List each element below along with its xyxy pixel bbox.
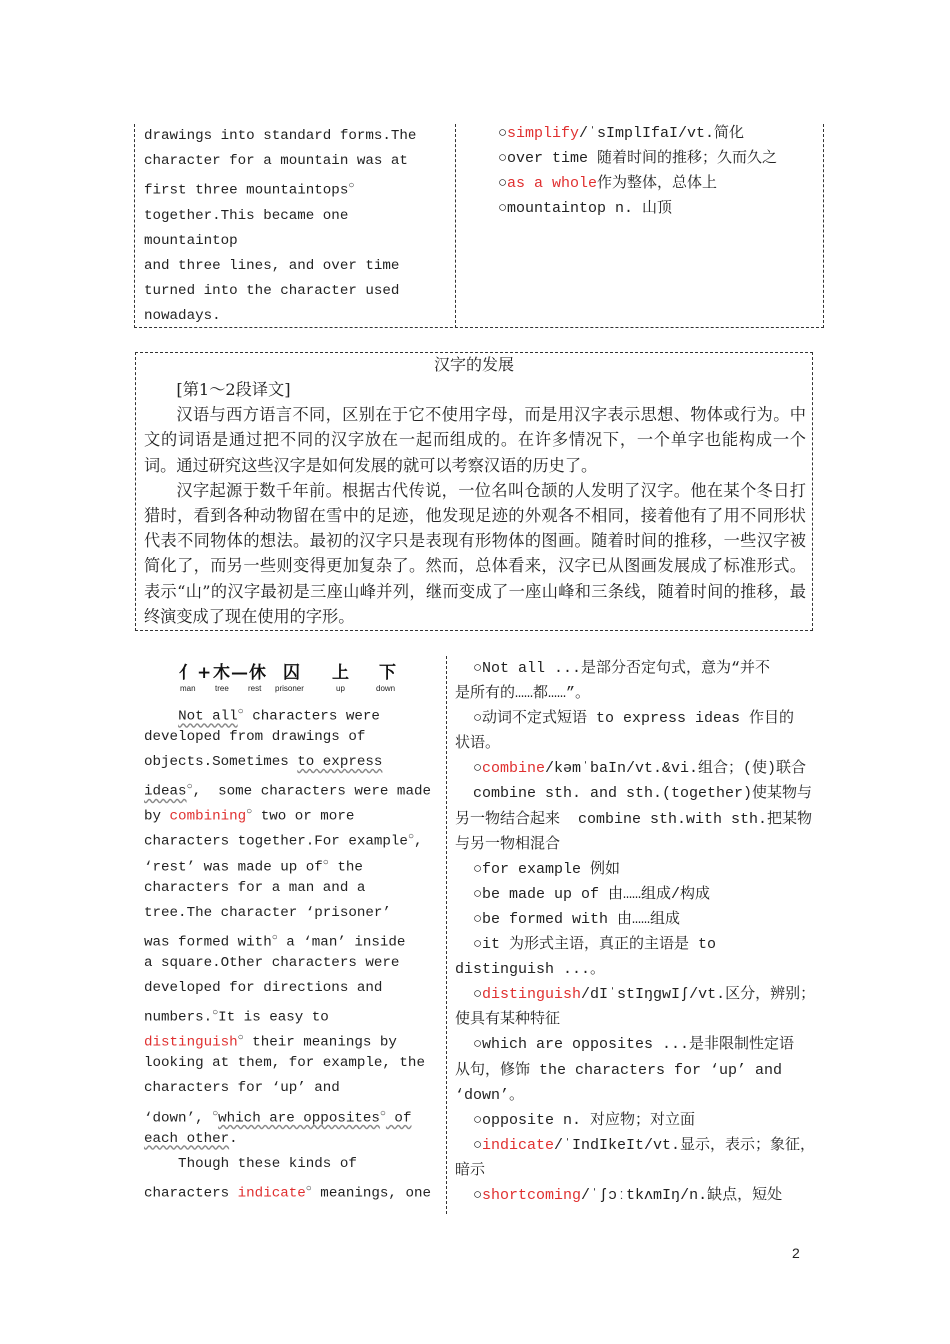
reading-passage: [144, 700, 440, 1202]
caption-man: man: [180, 684, 196, 693]
note-line: ○shortcoming/ˈʃɔːtkʌmIŋ/n.缺点，短处: [455, 1186, 783, 1204]
note-line: ○indicate/ˈIndIkeIt/vt.显示，表示；象征，: [455, 1136, 816, 1154]
note-line: ○combine/kəmˈbaIn/vt.&vi.组合；(使)联合: [455, 760, 807, 778]
passage-line: and three lines, and over time: [144, 258, 400, 275]
translation-body: [144, 377, 806, 629]
note-marker: ○: [186, 782, 193, 794]
passage-line: by combining○ two or more: [144, 807, 355, 826]
passage-line: distinguish○ their meanings by: [144, 1033, 397, 1051]
note-line: 从句，修饰 the characters for ‘up’ and: [455, 1061, 783, 1079]
note-row: ○simplify/ˈsImplIfaI/vt.简化: [498, 125, 745, 142]
note-marker: ○: [348, 181, 355, 193]
vocab-word: as a whole: [507, 175, 598, 193]
note-line: ‘down’。: [455, 1086, 525, 1104]
vocab-word: combining: [169, 809, 247, 826]
glyph-down: 下: [379, 663, 396, 683]
caption-tree: tree: [215, 684, 229, 693]
passage-line: character for a mountain was at: [144, 153, 408, 170]
passage-line: characters together.For example○,: [144, 832, 423, 851]
caption-prisoner: prisoner: [275, 684, 304, 693]
top-right-notes: [498, 121, 818, 221]
translation-paragraph-2: 汉字起源于数千年前。根据古代传说，一位名叫仓颉的人发明了汉字。他在某个冬日打猎时，看到各种动物留在雪中的足迹，他发现足迹的外观各不相同，接着他有了用不同形状代表不同物体的想法。最初的汉字只是表现有形物体的图画。随着时间的推移，一些汉字被简化了，而另一些则变得更加复杂了。然而，总体看来，汉字已从图画发展成了标准形式。表示“山”的汉字最初是三座山峰并列，继而变成了一座山峰和三条线，随着时间的推移，最终演变成了现在使用的字形。: [144, 480, 806, 626]
vocab-word: distinguish: [482, 986, 582, 1004]
passage-line: first three mountaintops○: [144, 181, 355, 199]
bottom-divider: [446, 656, 447, 1214]
note-line: ○opposite n. 对应物；对立面: [455, 1111, 696, 1129]
vocabulary-notes: [455, 656, 825, 1208]
note-line: ○distinguish/dIˈstIŋgwIʃ/vt.区分，辨别；: [455, 986, 816, 1004]
note-row: ○as a whole作为整体，总体上: [498, 175, 718, 193]
top-left-passage: [144, 124, 450, 329]
passage-line: together.This became one mountaintop: [144, 208, 357, 250]
passage-line: was formed with○ a ‘man’ inside: [144, 932, 406, 951]
note-marker: ○: [212, 1008, 219, 1020]
vocab-word: simplify: [507, 125, 580, 142]
vocab-word: indicate: [237, 1185, 306, 1202]
glyph-prisoner: 囚: [283, 663, 300, 683]
caption-up: up: [336, 684, 345, 693]
passage-line: tree.The character ‘prisoner’: [144, 904, 391, 921]
note-marker: ○: [271, 932, 278, 944]
passage-line: ‘rest’ was made up of○ the: [144, 857, 363, 876]
translation-paragraph-1: 汉语与西方语言不同，区别在于它不使用字母，而是用汉字表示思想、物体或行为。中文的词语是通过把不同的汉字放在一起而组成的。在许多情况下，一个单字也能构成一个词。通过研究这些汉字是如何发展的就可以考察汉语的历史了。: [144, 405, 806, 475]
note-marker: ○: [212, 1108, 219, 1120]
note-line: 与另一物相混合: [455, 835, 561, 853]
note-line: ○it 为形式主语，真正的主语是 to: [455, 936, 717, 954]
page-number: 2: [792, 1245, 800, 1261]
translation-title: 汉字的发展: [433, 355, 514, 374]
note-marker: ○: [379, 1108, 386, 1120]
passage-line: objects.Sometimes to express: [144, 754, 383, 771]
passage-line: characters for a man and a: [144, 879, 366, 896]
caption-down: down: [376, 684, 396, 693]
note-line: ○be made up of 由……组成/构成: [455, 885, 711, 903]
note-row: ○over time 随着时间的推移；久而久之: [498, 150, 778, 168]
note-line: 暗示: [455, 1161, 486, 1179]
passage-line: ideas○, some characters were made: [144, 782, 431, 801]
passage-line: Though these kinds of: [144, 1155, 357, 1172]
note-line: combine sth. and sth.(together)使某物与: [455, 785, 813, 803]
vocab-word: combine: [482, 760, 546, 778]
note-line: 状语。: [455, 735, 501, 753]
passage-line: developed for directions and: [144, 980, 383, 997]
note-line: ○be formed with 由……组成: [455, 910, 681, 928]
vocab-word: shortcoming: [482, 1186, 582, 1204]
note-marker: ○: [407, 832, 414, 844]
note-line: distinguish ...。: [455, 961, 606, 979]
glyph-tree: 木: [213, 663, 230, 683]
passage-line: characters for ‘up’ and: [144, 1080, 340, 1097]
glyph-plus: +: [197, 663, 212, 683]
passage-line: looking at them, for example, the: [144, 1055, 425, 1072]
top-table-divider: [455, 124, 456, 328]
note-marker: ○: [237, 1033, 244, 1045]
passage-line: ‘down’, ○which are opposites○ of: [144, 1108, 412, 1127]
note-marker: ○: [322, 857, 329, 869]
passage-line: developed from drawings of: [144, 729, 366, 746]
passage-line: Not all○ characters were: [178, 707, 380, 725]
note-line: ○for example 例如: [455, 860, 621, 878]
passage-line: each other.: [144, 1130, 238, 1147]
note-line: 另一物结合起来 combine sth.with sth.把某物: [455, 810, 813, 828]
glyph-dash: —: [231, 663, 248, 683]
note-line: ○Not all ...是部分否定句式，意为“并不: [455, 660, 771, 677]
note-marker: ○: [305, 1183, 312, 1195]
passage-line: a square.Other characters were: [144, 954, 400, 971]
caption-rest: rest: [248, 684, 262, 693]
glyph-man: 亻: [179, 663, 196, 683]
passage-line: nowadays.: [144, 308, 221, 325]
vocab-word: distinguish: [144, 1034, 238, 1051]
passage-line: turned into the character used: [144, 283, 400, 300]
glyph-rest: 休: [249, 663, 266, 683]
passage-line: characters indicate○ meanings, one: [144, 1183, 431, 1202]
note-line: 使具有某种特征: [455, 1011, 561, 1029]
glyph-up: 上: [332, 663, 349, 683]
note-line: ○动词不定式短语 to express ideas 作目的: [455, 710, 795, 728]
translation-label: [第1～2段译文]: [176, 380, 291, 399]
passage-line: numbers.○It is easy to: [144, 1008, 329, 1026]
note-marker: ○: [246, 807, 253, 819]
note-line: 是所有的……都……”。: [455, 685, 591, 703]
note-marker: ○: [237, 707, 244, 718]
passage-line: drawings into standard forms.The: [144, 128, 417, 144]
vocab-word: indicate: [482, 1136, 555, 1154]
note-row: ○mountaintop n. 山顶: [498, 200, 673, 218]
character-figure: [175, 656, 415, 696]
note-line: ○which are opposites ...是非限制性定语: [455, 1036, 795, 1054]
